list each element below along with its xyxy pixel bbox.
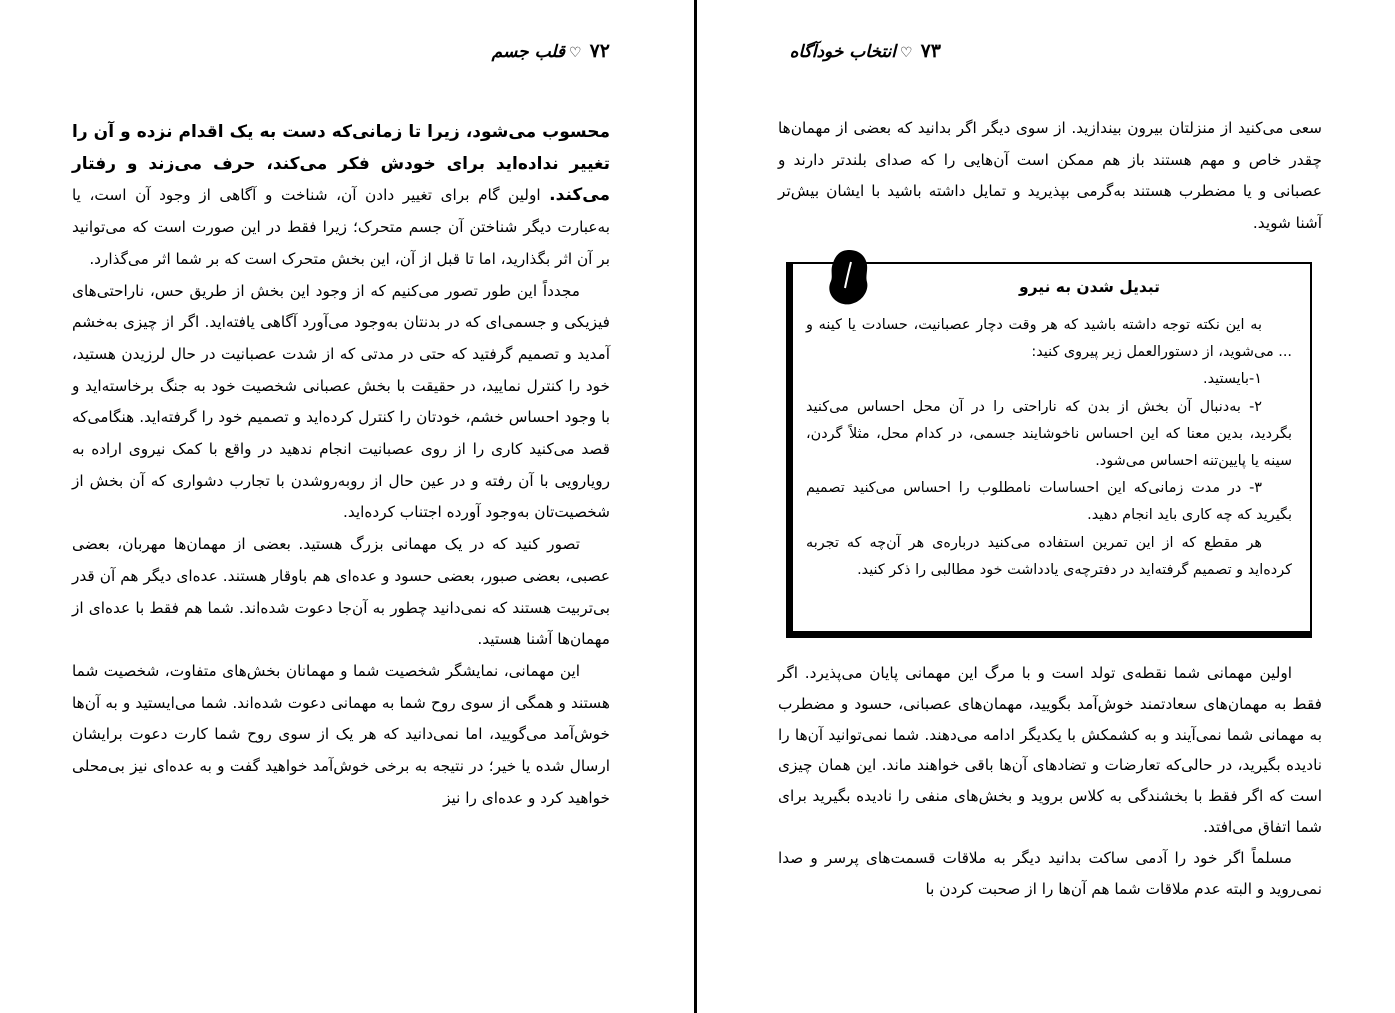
page-header <box>492 40 610 62</box>
running-title: انتخاب خودآگاه <box>789 42 897 62</box>
box-intro: به این نکته توجه داشته باشید که هر وقت دچار عصبانیت، حسادت یا کینه و ... می‌شوید، از دستورالعمل زیر پیروی کنید: <box>806 317 1292 361</box>
paragraph: اولین مهمانی شما نقطه‌ی تولد است و با مرگ این مهمانی پایان می‌پذیرد. اگر فقط به مهمان‌های سعادتمند خوش‌آمد بگویید، مهمان‌های عصبانی، حسود و مضطرب به مهمانی شما نمی‌آیند و به کشمکش با یکدیگر ادامه می‌دهند. شما نمی‌توانید آن‌ها را نادیده بگیرید، در حالی‌که تعارضات و تضادهای آن‌ها باقی خواهند ماند. این همان چیزی است که اگر فقط با بخشندگی به کلاس بروید و بخش‌های منفی را نادیده بگیرید برای شما اتفاق می‌افتد. <box>778 664 1322 836</box>
paragraph <box>72 117 610 276</box>
ink-blot-icon <box>825 248 871 308</box>
box-step: ۳- در مدت زمانی‌که این احساسات نامطلوب را احساس می‌کنید تصمیم بگیرید که چه کاری باید انجام دهید. <box>806 480 1292 524</box>
body-text <box>72 117 610 814</box>
paragraph: مسلماً اگر خود را آدمی ساکت بدانید دیگر به ملاقات قسمت‌های پرسر و صدا نمی‌روید و البته عدم ملاقات شما هم آن‌ها را از صحبت کردن با <box>778 848 1322 898</box>
left-page <box>0 0 696 1013</box>
heart-outline-icon: ♡ <box>569 45 582 61</box>
body-text <box>778 658 1322 904</box>
box-closing: هر مقطع که از این تمرین استفاده می‌کنید درباره‌ی هر آن‌چه که تجربه کرده‌اید و تصمیم گرفته‌اید در دفترچه‌ی یادداشت خود مطالبی را ذکر کنید. <box>806 534 1292 578</box>
page-number: ۷۲ <box>589 40 610 62</box>
box-text <box>806 312 1292 584</box>
paragraph: مجدداً این طور تصور می‌کنیم که از وجود این بخش از طریق حس، ناراحتی‌های فیزیکی و جسمی‌ای که در بدنتان به‌وجود می‌آورد آگاهی یافته‌اید. اگر از چیزی به‌خشم آمدید و تصمیم گرفتید که حتی در مدتی که از شدت عصبانیت در حال لرزیدن هستید، خود را کنترل نمایید، در حقیقت با بخش عصبانی شخصیت خود به جنگ برخاسته‌اید و با وجود احساس خشم، خودتان را کنترل کرده‌اید و تصمیم خود را گرفته‌اید. هنگامی‌که قصد می‌کنید کاری را از روی عصبانیت انجام ندهید در واقع با کمک نیروی اراده به رویارویی با آن رفته و در عین حال از روبه‌روشدن با تجارب دشواری که آن بخش از شخصیت‌تان به‌وجود آورده اجتناب کرده‌اید. <box>72 281 610 522</box>
running-title: قلب جسم <box>491 42 566 62</box>
box-step: ۱-بایستید. <box>1203 371 1262 388</box>
paragraph: این مهمانی، نمایشگر شخصیت شما و مهمانان بخش‌های متفاوت، شخصیت شما هستند و همگی از سوی روح شما به مهمانی دعوت شده‌اند. شما می‌ایستید و به آن‌ها خوش‌آمد می‌گویید، اما نمی‌دانید که هر یک از سوی روح شما کارت دعوت برایشان ارسال شده یا خیر؛ در نتیجه به برخی خوش‌آمد خواهید گفت و به عده‌ای نیز بی‌محلی خواهید کرد و عده‌ای را نیز <box>72 661 610 807</box>
box-step: ۲- به‌دنبال آن بخش از بدن که ناراحتی را در آن محل احساس می‌کنید بگردید، بدین معنا که این احساس ناخوشایند جسمی، در کدام محل، مثلاً گردن، سینه یا پایین‌تنه احساس می‌شود. <box>806 398 1292 470</box>
paragraph: سعی می‌کنید از منزلتان بیرون بیندازید. از سوی دیگر اگر بدانید که بعضی از مهمان‌ها چقدر خاص و مهم هستند باز هم ممکن است آن‌هایی را که صدای بلندتر دارند و عصبانی و یا مضطرب هستند به‌گرمی بپذیرید و تمایل داشته باشید با ایشان بیش‌تر آشنا شوید. <box>778 119 1322 232</box>
right-page <box>698 0 1395 1013</box>
page-number: ۷۳ <box>920 40 941 62</box>
bold-lead: محسوب می‌شود، زیرا تا زمانی‌که دست به یک اقدام نزده و آن را تغییر نداده‌اید برای خودش فکر می‌کند، حرف می‌زند و رفتار می‌کند. <box>72 122 610 206</box>
box-title: تبدیل شدن به نیرو <box>1018 278 1160 296</box>
paragraph-text: اولین گام برای تغییر دادن آن، شناخت و آگاهی از وجود آن است، یا به‌عبارت دیگر شناختن آن جسم متحرک؛ زیرا فقط در این صورت است که می‌توانید بر آن اثر بگذارید، اما تا قبل از آن، این بخش متحرک است که بر شما اثر می‌گذارد. <box>72 186 610 268</box>
heart-outline-icon: ♡ <box>900 45 913 61</box>
paragraph: تصور کنید که در یک مهمانی بزرگ هستید. بعضی از مهمان‌ها مهربان، بعضی عصبی، بعضی صبور، بعضی حسود و عده‌ای هم باوقار هستند. عده‌ای دیگر هم آن قدر بی‌تربیت هستند که نمی‌دانید چطور به آن‌جا دعوت شده‌اند. شما هم فقط با عده‌ای از مهمان‌ها آشنا هستید. <box>72 535 610 649</box>
exercise-box <box>786 262 1312 638</box>
page-header <box>790 40 941 62</box>
body-text <box>778 113 1322 239</box>
